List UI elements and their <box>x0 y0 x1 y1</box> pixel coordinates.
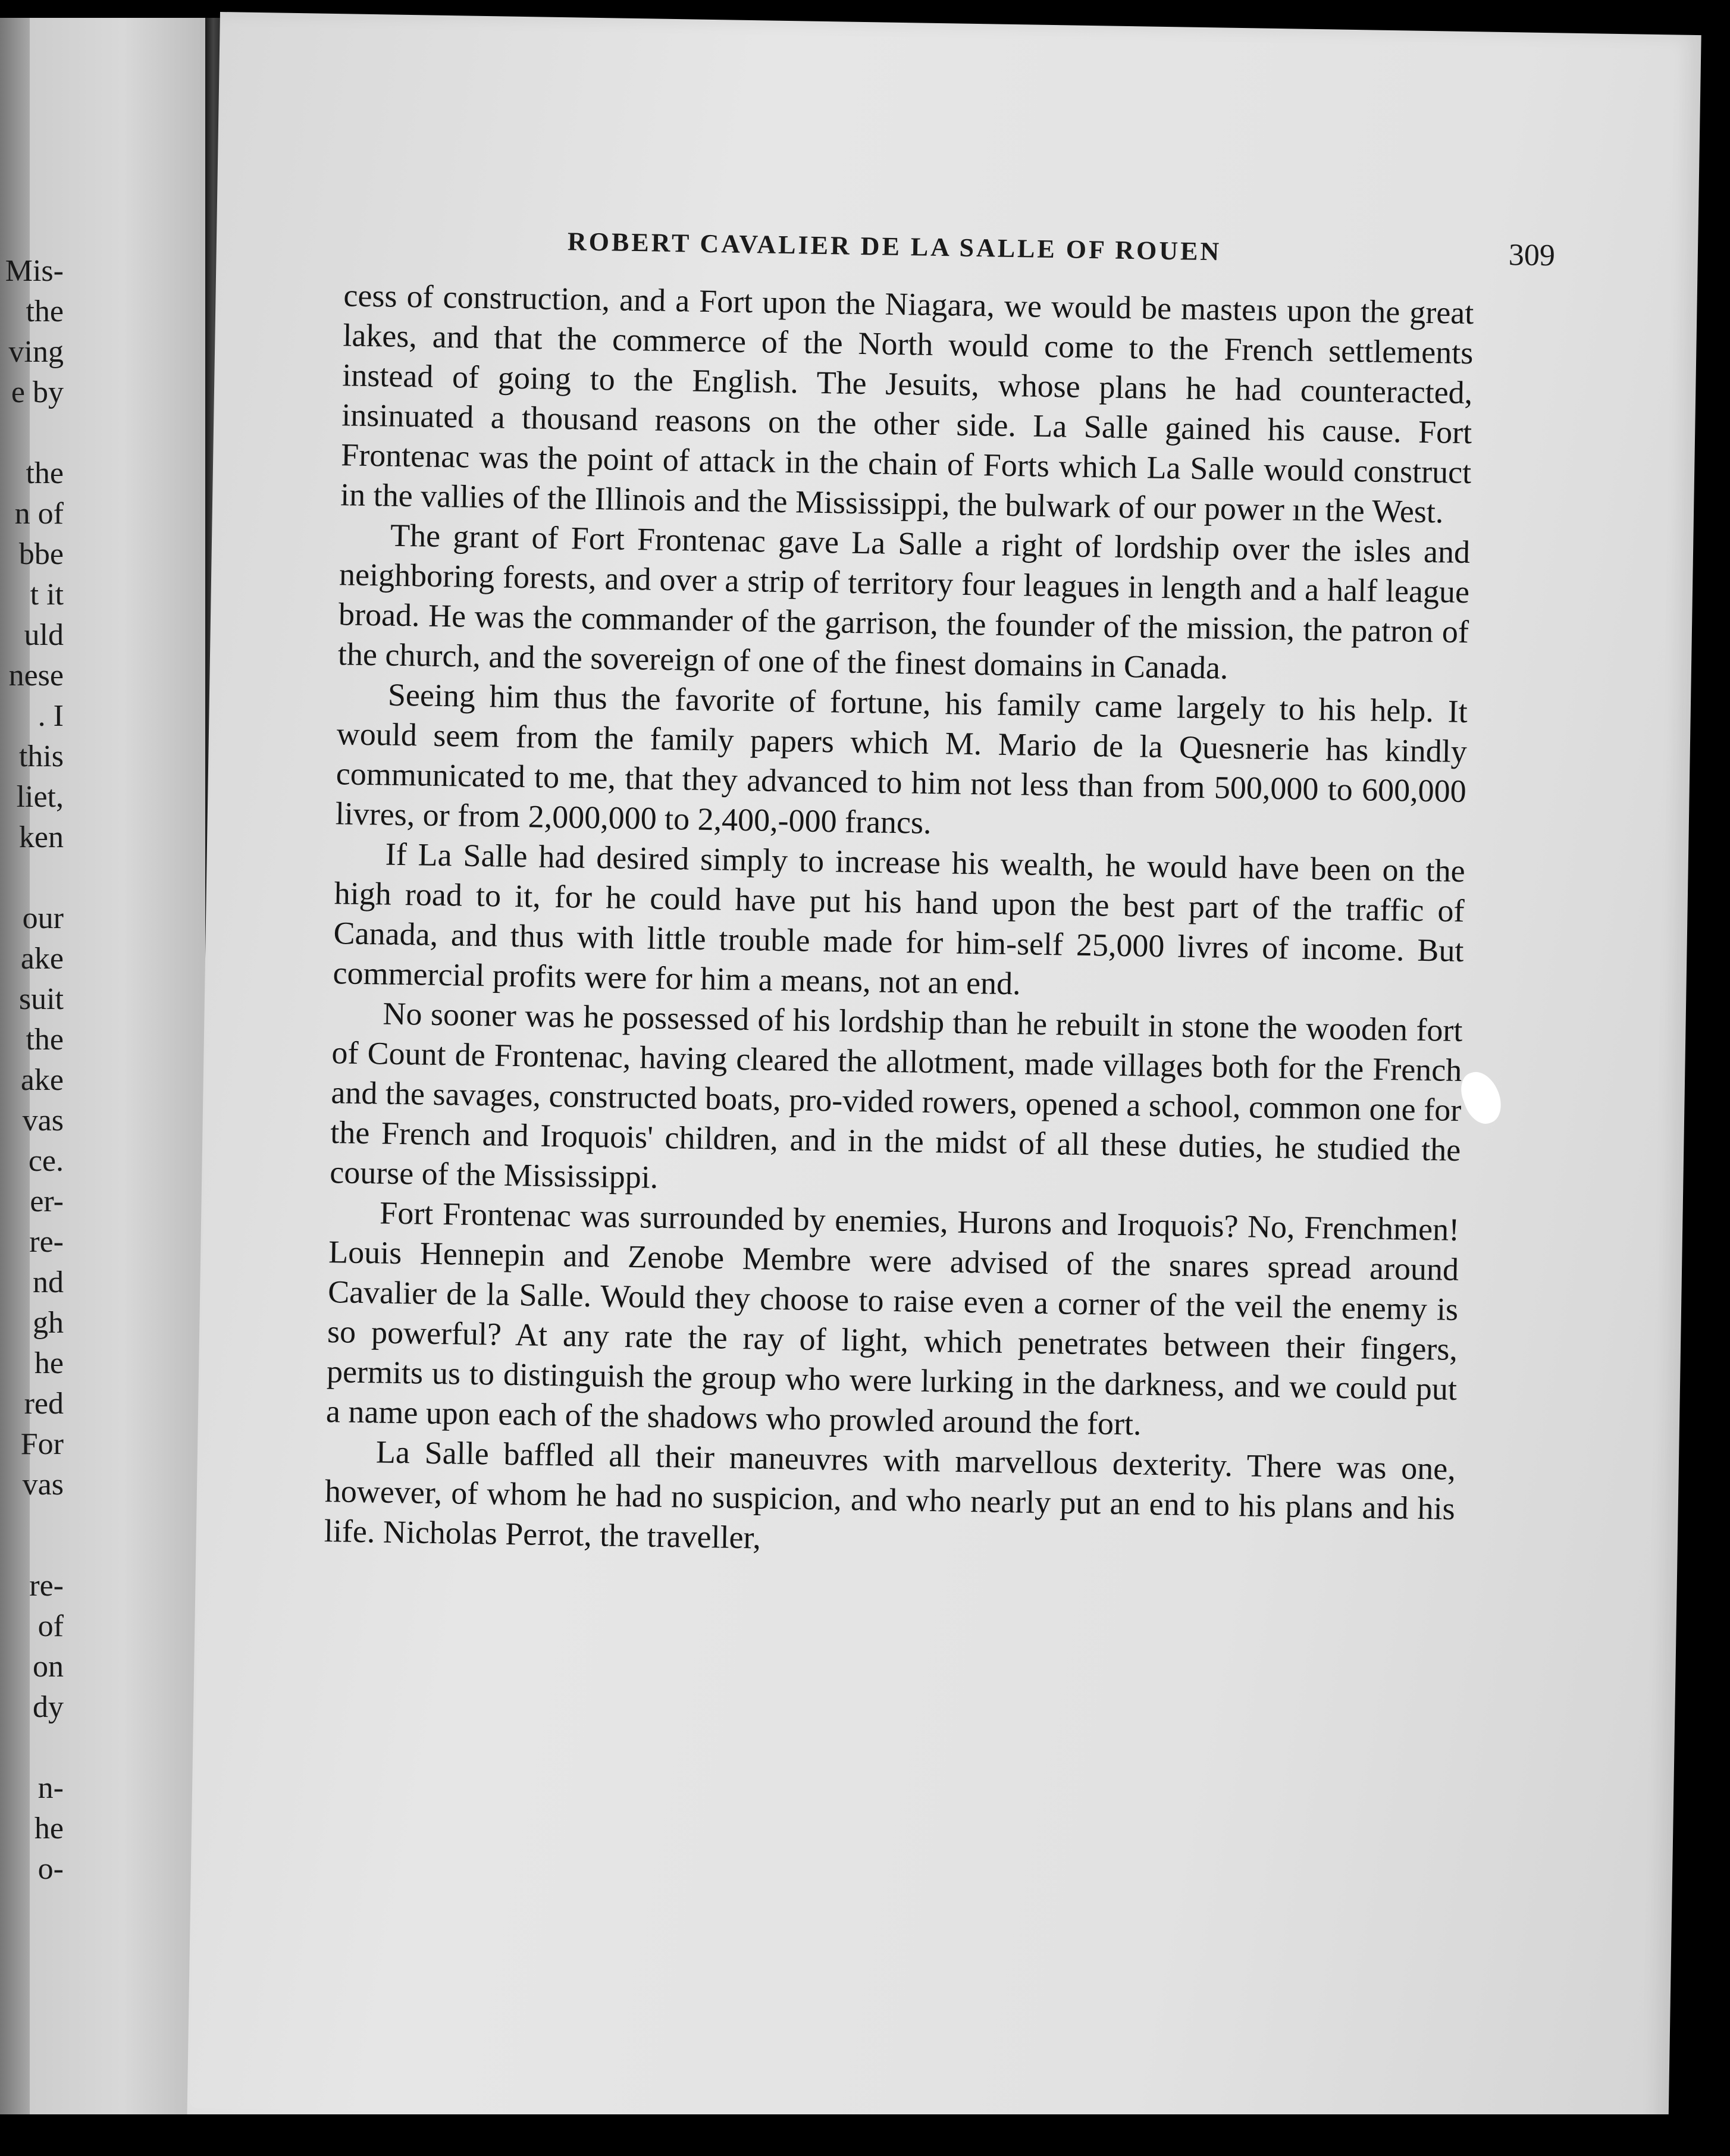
left-fragment: re- <box>29 1569 64 1603</box>
left-fragment: nd <box>33 1265 64 1299</box>
left-fragment: Mis- <box>5 254 64 288</box>
left-fragment: on <box>33 1650 64 1684</box>
left-fragment: er- <box>30 1184 64 1218</box>
paragraph: No sooner was he possessed of his lordship than he rebuilt in stone the wooden fort of Count de Frontenac, having cleared the allotment, made villages both for the French and the savages, constructed boats, pro-vided rowers, opened a school, common one for the French and Iroquois' children, and in the midst of all these duties, he studied the course of the Mississippi. <box>329 995 1463 1195</box>
left-fragment: red <box>24 1387 64 1421</box>
left-fragment: dy <box>33 1690 64 1724</box>
left-fragment: this <box>18 739 64 773</box>
left-fragment: ake <box>20 1063 64 1097</box>
left-fragment: vas <box>22 1468 64 1502</box>
left-fragment: he <box>34 1812 64 1845</box>
body-text <box>324 275 1474 1569</box>
paragraph: The grant of Fort Frontenac gave La Salle a right of lordship over the isles and neighboring forests, and over a strip of territory four leagues in length and a half league broad. He was the commander of the garrison, the founder of the mission, the patron of the church, and the sovereign of one of the finest domains in Canada. <box>337 517 1471 686</box>
left-fragment: he <box>34 1346 64 1380</box>
left-fragment: ce. <box>28 1144 64 1178</box>
left-fragment: e by <box>11 375 64 409</box>
left-fragment: For <box>20 1427 64 1461</box>
left-fragment: our <box>22 901 64 935</box>
left-fragment: the <box>26 456 64 490</box>
left-fragment: liet, <box>16 780 64 814</box>
paragraph: Seeing him thus the favorite of fortune, his family came largely to his help. It would seem from the family papers which M. Mario de la Quesnerie has kindly communicated to me, that they advanced to him not less than from 500,000 to 600,000 livres, or from 2,000,000 to 2,400,-000 francs. <box>335 676 1468 841</box>
paragraph: cess of construction, and a Fort upon the Niagara, we would be masteıs upon the great lakes, and that the commerce of the North would come to the French settlements instead of going to the English. The Jesuits, whose plans he had counteracted, insinuated a thousand reasons on the other side. La Salle gained his cause. Fort Frontenac was the point of attack in the chain of Forts which La Salle would construct in the vallies of the Illinois and the Mississippi, the bulwark of our power ın the West. <box>340 277 1474 530</box>
left-fragment: ake <box>20 942 64 976</box>
left-fragment: re- <box>29 1225 64 1259</box>
left-fragment: bbe <box>18 537 64 571</box>
left-fragment: the <box>26 1023 64 1057</box>
paragraph: La Salle baffled all their maneuvres with marvellous dexterity. There was one, however, of whom he had no suspicion, and who nearly put an end to his plans and his life. Nicholas Perrot, the traveller, <box>324 1434 1456 1556</box>
left-fragment: of <box>37 1609 64 1643</box>
left-fragment: uld <box>24 618 64 652</box>
left-fragment: t it <box>30 578 64 612</box>
left-fragment: ken <box>18 820 64 854</box>
left-fragment: n- <box>37 1771 64 1805</box>
left-fragment: ving <box>8 335 64 369</box>
page-number: 309 <box>1508 238 1556 273</box>
left-page <box>0 18 205 2133</box>
left-fragment: gh <box>33 1306 64 1340</box>
scan-border <box>0 2114 1730 2156</box>
paragraph: Fort Frontenac was surrounded by enemies, Hurons and Iroquois? No, Frenchmen! Louis Hennepin and Zenobe Membre were advised of the snares spread around Cavalier de la Salle. Would they choose to raise even a corner of the veil the enemy is so powerful? At any rate the ray of light, which penetrates between their fingers, permits us to distinguish the group who were lurking in the darkness, and we could put a name upon each of the shadows who prowled around the fort. <box>325 1195 1460 1442</box>
left-fragment: n of <box>14 497 64 531</box>
left-fragment: vas <box>22 1104 64 1137</box>
left-fragment: suit <box>18 982 64 1016</box>
left-fragment: nese <box>8 659 64 692</box>
paragraph: If La Salle had desired simply to increase his wealth, he would have been on the high road to it, for he could have put his hand upon the best part of the traffic of Canada, and thus with little trouble made for him-self 25,000 livres of income. But commercial profits were for him a means, not an end. <box>333 836 1466 1002</box>
running-title: ROBERT CAVALIER DE LA SALLE OF ROUEN <box>567 227 1222 267</box>
left-fragment: . I <box>37 699 64 733</box>
running-header <box>568 223 1556 273</box>
left-fragment: o- <box>37 1852 64 1886</box>
left-fragment: the <box>26 294 64 328</box>
